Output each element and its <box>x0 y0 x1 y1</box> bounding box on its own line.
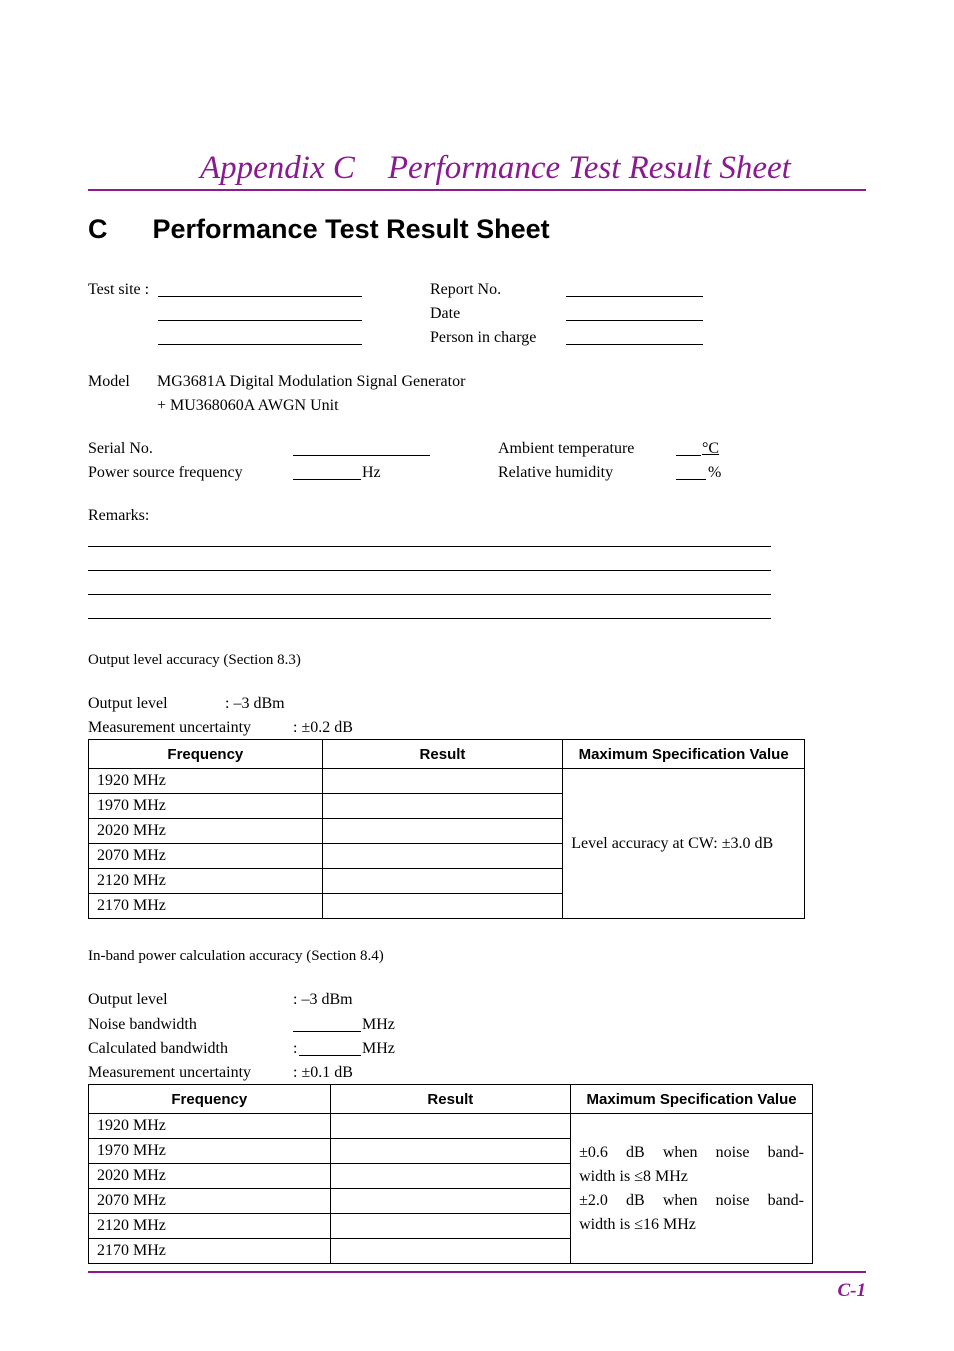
result-cell[interactable] <box>330 1139 571 1164</box>
frequency-cell: 2170 MHz <box>89 894 323 919</box>
frequency-cell: 2120 MHz <box>89 1214 331 1239</box>
section1-output-label: Output level <box>88 695 168 712</box>
report-no-label: Report No. <box>430 281 502 298</box>
header-result: Result <box>322 740 563 769</box>
model-line-1: MG3681A Digital Modulation Signal Generator <box>157 373 466 390</box>
spec-line-1: ±0.6 dB when noise band- <box>579 1143 804 1161</box>
section2-uncert-value: : ±0.1 dB <box>293 1064 353 1081</box>
frequency-cell: 2070 MHz <box>89 844 323 869</box>
date-line[interactable] <box>566 320 703 321</box>
noise-bw-line[interactable] <box>293 1031 361 1032</box>
frequency-cell: 2070 MHz <box>89 1189 331 1214</box>
header-max-spec: Maximum Specification Value <box>563 740 805 769</box>
remarks-line-3[interactable] <box>88 594 771 595</box>
hz-unit: Hz <box>362 464 381 481</box>
header-frequency: Frequency <box>89 740 323 769</box>
section1-title: Output level accuracy (Section 8.3) <box>88 652 301 668</box>
power-freq-label: Power source frequency <box>88 464 243 481</box>
table-row <box>89 1114 813 1139</box>
frequency-cell: 1920 MHz <box>89 769 323 794</box>
spec-cell <box>571 1114 813 1264</box>
ambient-line[interactable] <box>676 455 701 456</box>
section2-title: In-band power calculation accuracy (Section 8.4) <box>88 948 384 964</box>
section2-output-value: : –3 dBm <box>293 991 353 1008</box>
frequency-cell: 1970 MHz <box>89 1139 331 1164</box>
humidity-line[interactable] <box>676 479 706 480</box>
result-cell[interactable] <box>330 1164 571 1189</box>
footer-rule <box>88 1271 866 1273</box>
title-rule <box>88 189 866 191</box>
result-cell[interactable] <box>330 1239 571 1264</box>
power-freq-line[interactable] <box>293 479 361 480</box>
result-cell[interactable] <box>330 1214 571 1239</box>
section-heading: C Performance Test Result Sheet <box>88 214 550 244</box>
inband-power-table <box>88 1084 813 1264</box>
person-label: Person in charge <box>430 329 537 346</box>
spec-cell: Level accuracy at CW: ±3.0 dB <box>563 769 805 919</box>
output-level-table <box>88 739 805 919</box>
calc-bw-line[interactable] <box>299 1055 361 1056</box>
result-cell[interactable] <box>322 894 563 919</box>
page-number: C-1 <box>837 1280 866 1301</box>
header-result: Result <box>330 1085 571 1114</box>
result-cell[interactable] <box>322 819 563 844</box>
noise-bw-unit: MHz <box>362 1016 395 1033</box>
date-label: Date <box>430 305 461 322</box>
serial-line[interactable] <box>293 455 430 456</box>
result-cell[interactable] <box>322 844 563 869</box>
result-cell[interactable] <box>322 769 563 794</box>
calc-bw-unit: MHz <box>362 1040 395 1057</box>
appendix-title: Appendix C Performance Test Result Sheet <box>200 150 791 186</box>
header-frequency: Frequency <box>89 1085 331 1114</box>
calc-bw-label: Calculated bandwidth <box>88 1040 228 1057</box>
remarks-line-1[interactable] <box>88 546 771 547</box>
remarks-line-4[interactable] <box>88 618 771 619</box>
test-site-line-2[interactable] <box>158 320 362 321</box>
test-site-label: Test site : <box>88 281 150 298</box>
spec-line-2: width is ≤8 MHz <box>579 1167 688 1185</box>
result-cell[interactable] <box>330 1189 571 1214</box>
celsius-unit: °C <box>702 440 720 457</box>
serial-label: Serial No. <box>88 440 153 457</box>
percent-unit: % <box>708 464 722 481</box>
frequency-cell: 2020 MHz <box>89 1164 331 1189</box>
result-cell[interactable] <box>322 794 563 819</box>
frequency-cell: 1920 MHz <box>89 1114 331 1139</box>
spec-line-4: width is ≤16 MHz <box>579 1215 696 1233</box>
test-site-line-3[interactable] <box>158 344 362 345</box>
frequency-cell: 2170 MHz <box>89 1239 331 1264</box>
table-row <box>89 769 805 794</box>
section1-output-value: : –3 dBm <box>225 695 285 712</box>
frequency-cell: 2120 MHz <box>89 869 323 894</box>
noise-bw-label: Noise bandwidth <box>88 1016 197 1033</box>
ambient-label: Ambient temperature <box>498 440 635 457</box>
frequency-cell: 2020 MHz <box>89 819 323 844</box>
humidity-label: Relative humidity <box>498 464 614 481</box>
model-line-2: + MU368060A AWGN Unit <box>157 397 339 414</box>
section2-output-label: Output level <box>88 991 168 1008</box>
model-label: Model <box>88 373 130 390</box>
test-site-line-1[interactable] <box>158 296 362 297</box>
section1-uncert-label: Measurement uncertainty <box>88 719 252 736</box>
frequency-cell: 1970 MHz <box>89 794 323 819</box>
report-no-line[interactable] <box>566 296 703 297</box>
remarks-line-2[interactable] <box>88 570 771 571</box>
header-max-spec: Maximum Specification Value <box>571 1085 813 1114</box>
calc-bw-colon: : <box>293 1040 298 1057</box>
remarks-label: Remarks: <box>88 507 150 524</box>
spec-line-3: ±2.0 dB when noise band- <box>579 1191 804 1209</box>
section1-uncert-value: : ±0.2 dB <box>293 719 353 736</box>
result-cell[interactable] <box>322 869 563 894</box>
person-line[interactable] <box>566 344 703 345</box>
section2-uncert-label: Measurement uncertainty <box>88 1064 252 1081</box>
result-cell[interactable] <box>330 1114 571 1139</box>
